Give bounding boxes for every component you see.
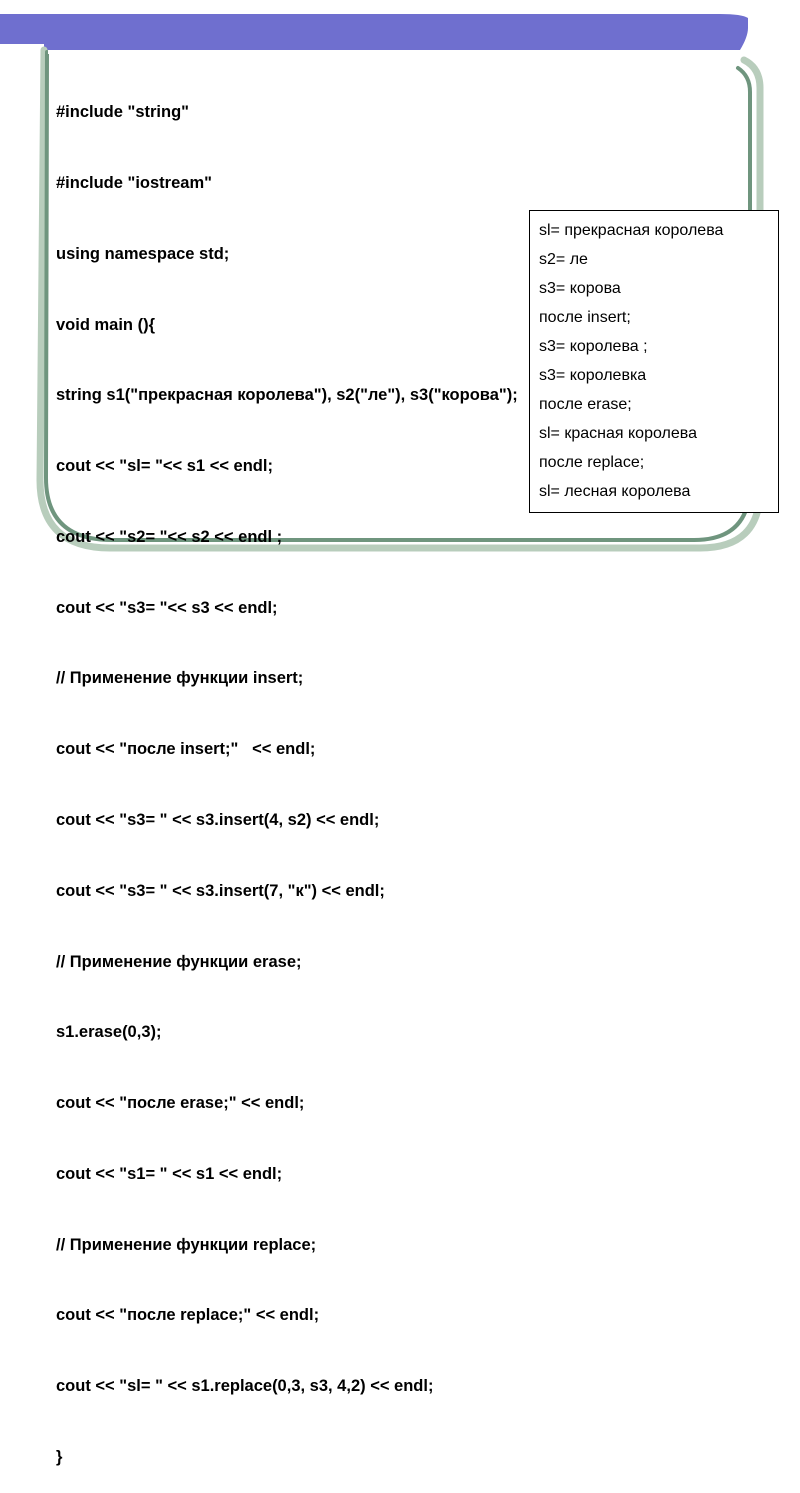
code-line: cout << "s3= " << s3.insert(7, "к") << endl; (56, 881, 385, 900)
output-line: после replace; (539, 454, 645, 471)
program-output-box (529, 210, 779, 513)
code-line: void main (){ (56, 315, 156, 334)
code-line: s1.erase(0,3); (56, 1023, 162, 1042)
code-line: string s1("прекрасная королева"), s2("ле"), s3("корова"); (56, 386, 518, 405)
output-line: после erase; (539, 396, 632, 413)
output-line: sl= прекрасная королева (539, 222, 724, 239)
code-line: cout << "sl= " << s1.replace(0,3, s3, 4,2) << endl; (56, 1377, 434, 1396)
code-comment: // Применение функции replace; (56, 1235, 317, 1254)
code-line: cout << "s1= " << s1 << endl; (56, 1164, 283, 1183)
header-band-shape (0, 14, 748, 50)
code-line: cout << "s2= "<< s2 << endl ; (56, 527, 283, 546)
code-line: cout << "s3= "<< s3 << endl; (56, 598, 278, 617)
output-line: s2= ле (539, 251, 588, 268)
output-line: s3= королевка (539, 367, 647, 384)
code-line: #include "iostream" (56, 173, 212, 192)
output-line: sl= красная королева (539, 425, 697, 442)
output-line: после insert; (539, 309, 631, 326)
code-line: cout << "после insert;" << endl; (56, 740, 316, 759)
output-line: sl= лесная королева (539, 483, 691, 500)
code-listing (56, 54, 526, 1493)
code-line: cout << "s3= " << s3.insert(4, s2) << endl; (56, 811, 380, 829)
code-comment: // Применение функции insert; (56, 669, 304, 688)
output-line: s3= корова (539, 280, 621, 297)
code-line: #include "string" (56, 103, 189, 122)
code-line: using namespace std; (56, 244, 230, 263)
code-line: cout << "после erase;" << endl; (56, 1094, 305, 1113)
output-line: s3= королева ; (539, 338, 648, 355)
code-line: cout << "после replace;" << endl; (56, 1306, 320, 1325)
code-line: cout << "sl= "<< s1 << endl; (56, 457, 273, 476)
code-line: } (56, 1448, 63, 1467)
code-comment: // Применение функции erase; (56, 952, 302, 971)
